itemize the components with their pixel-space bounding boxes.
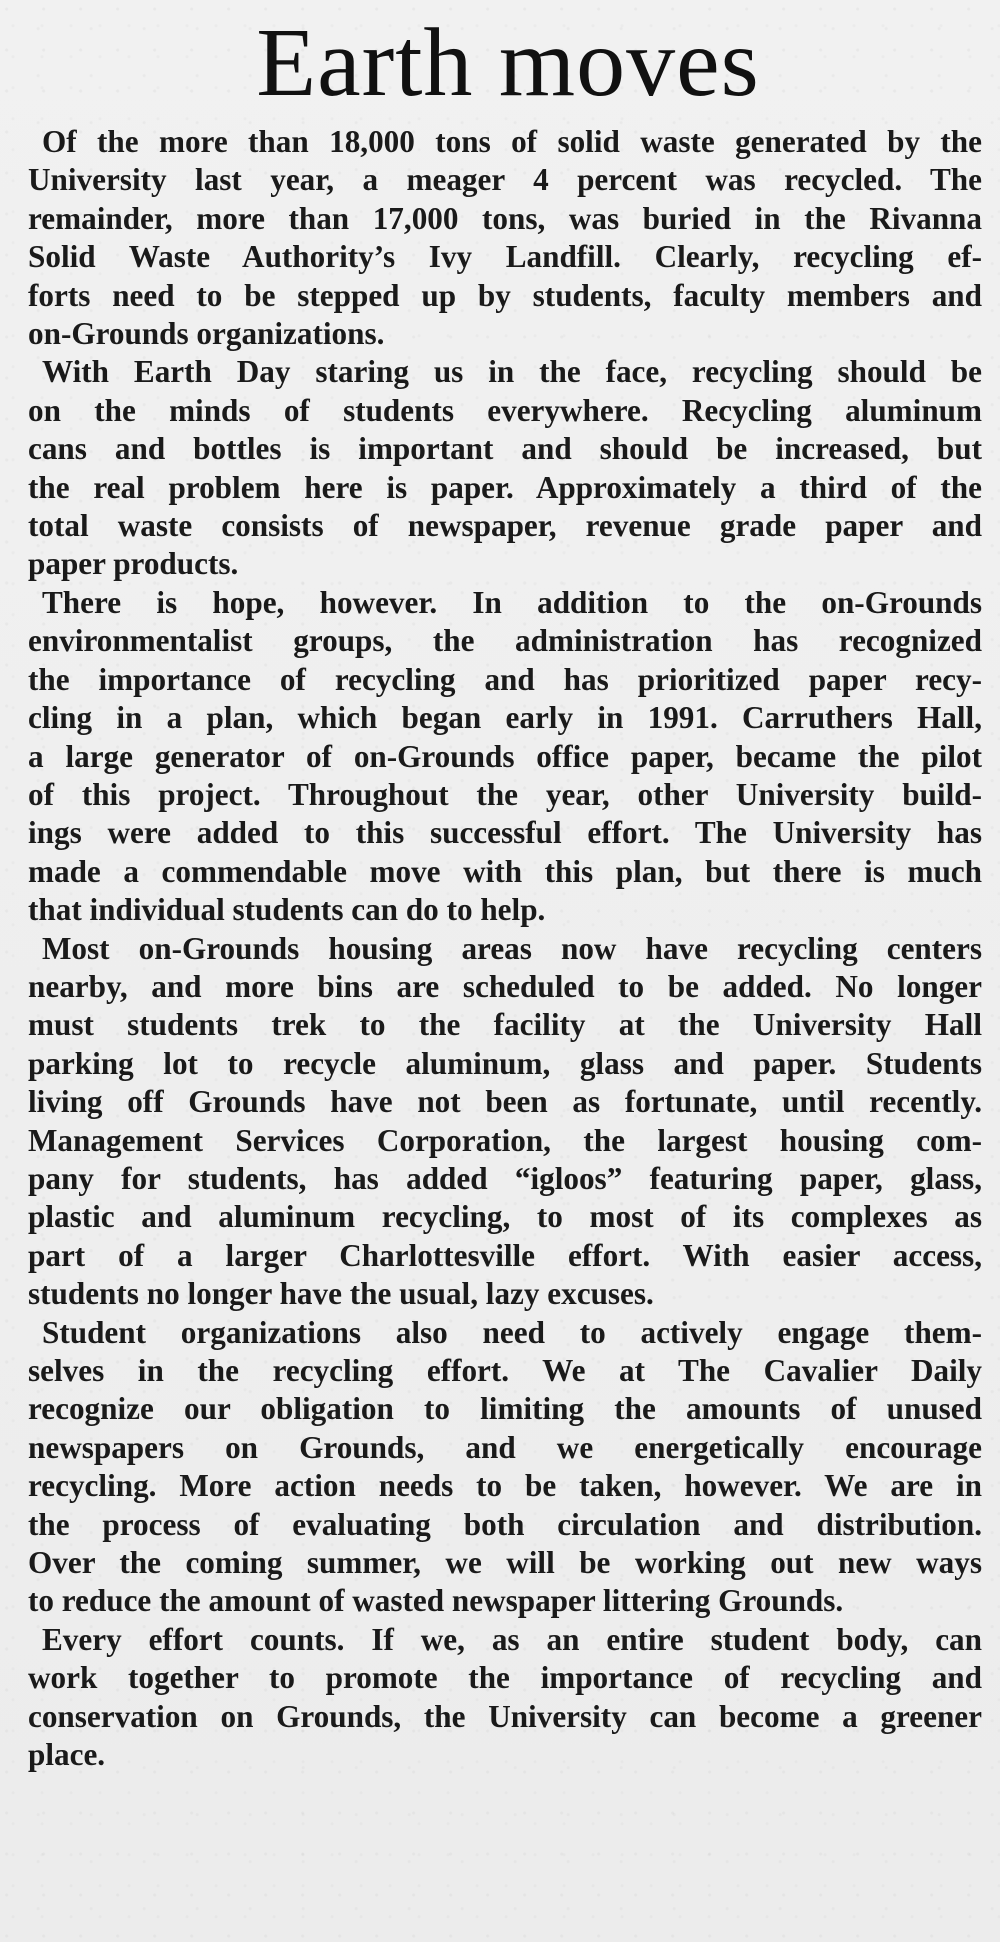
- text-line: made a commendable move with this plan, but there is much: [28, 853, 982, 889]
- text-line: the importance of recycling and has prioritized paper recy-: [28, 661, 982, 697]
- text-line: newspapers on Grounds, and we energetically encourage: [28, 1429, 982, 1465]
- text-line: Over the coming summer, we will be working out new ways: [28, 1545, 982, 1581]
- text-line: With Earth Day staring us in the face, recycling should be: [42, 354, 982, 390]
- text-line: of this project. Throughout the year, other University build-: [28, 776, 982, 812]
- paragraph-6: [28, 1621, 982, 1775]
- paragraph-5: [28, 1314, 982, 1621]
- headline: Earth moves: [256, 9, 760, 117]
- text-line: to reduce the amount of wasted newspaper littering Grounds.: [28, 1583, 844, 1619]
- text-line: Of the more than 18,000 tons of solid waste generated by the: [42, 124, 982, 159]
- text-line: place.: [28, 1737, 106, 1773]
- text-line: parking lot to recycle aluminum, glass and paper. Students: [28, 1045, 982, 1081]
- text-line: cans and bottles is important and should be increased, but: [28, 431, 982, 467]
- paragraph-2: [28, 353, 982, 583]
- text-line: remainder, more than 17,000 tons, was buried in the Rivanna: [28, 200, 982, 236]
- text-line: cling in a plan, which began early in 1991. Carruthers Hall,: [28, 700, 982, 736]
- text-line: that individual students can do to help.: [28, 892, 546, 928]
- text-line: total waste consists of newspaper, revenue grade paper and: [28, 508, 982, 544]
- text-line: pany for students, has added “igloos” featuring paper, glass,: [28, 1160, 982, 1196]
- text-line: the real problem here is paper. Approximately a third of the: [28, 469, 982, 505]
- text-line: Student organizations also need to actively engage them-: [42, 1314, 982, 1350]
- text-line: on-Grounds organizations.: [28, 316, 385, 352]
- text-line: selves in the recycling effort. We at The Cavalier Daily: [28, 1353, 982, 1388]
- paragraph-1: [28, 123, 982, 353]
- text-line: work together to promote the importance of recycling and: [28, 1660, 982, 1696]
- text-line: students no longer have the usual, lazy excuses.: [28, 1276, 654, 1312]
- text-line: Most on-Grounds housing areas now have recycling centers: [42, 930, 982, 966]
- text-line: Management Services Corporation, the largest housing com-: [28, 1122, 982, 1158]
- text-line: on the minds of students everywhere. Recycling aluminum: [28, 392, 982, 428]
- text-line: recognize our obligation to limiting the amounts of unused: [28, 1391, 982, 1427]
- text-line: a large generator of on-Grounds office paper, became the pilot: [28, 738, 982, 774]
- article-body: [28, 123, 982, 1774]
- paragraph-4: [28, 930, 982, 1314]
- text-line: living off Grounds have not been as fortunate, until recently.: [28, 1084, 982, 1120]
- text-line: part of a larger Charlottesville effort. With easier access,: [28, 1237, 982, 1273]
- text-line: nearby, and more bins are scheduled to be added. No longer: [28, 968, 982, 1004]
- text-line: recycling. More action needs to be taken, however. We are in: [28, 1468, 982, 1504]
- text-line: forts need to be stepped up by students, faculty members and: [28, 277, 982, 313]
- text-line: plastic and aluminum recycling, to most of its complexes as: [28, 1199, 982, 1235]
- text-line: ings were added to this successful effort. The University has: [28, 815, 982, 851]
- text-line: paper products.: [28, 546, 239, 582]
- text-line: Every effort counts. If we, as an entire student body, can: [42, 1621, 982, 1657]
- text-line: must students trek to the facility at the University Hall: [28, 1007, 982, 1043]
- text-line: conservation on Grounds, the University can become a greener: [28, 1698, 982, 1734]
- text-line: There is hope, however. In addition to the on-Grounds: [42, 584, 982, 620]
- paragraph-3: [28, 584, 982, 930]
- text-line: University last year, a meager 4 percent was recycled. The: [28, 162, 982, 198]
- text-line: the process of evaluating both circulation and distribution.: [28, 1506, 982, 1542]
- text-line: environmentalist groups, the administration has recognized: [28, 623, 982, 659]
- text-line: Solid Waste Authority’s Ivy Landfill. Clearly, recycling ef-: [28, 239, 982, 275]
